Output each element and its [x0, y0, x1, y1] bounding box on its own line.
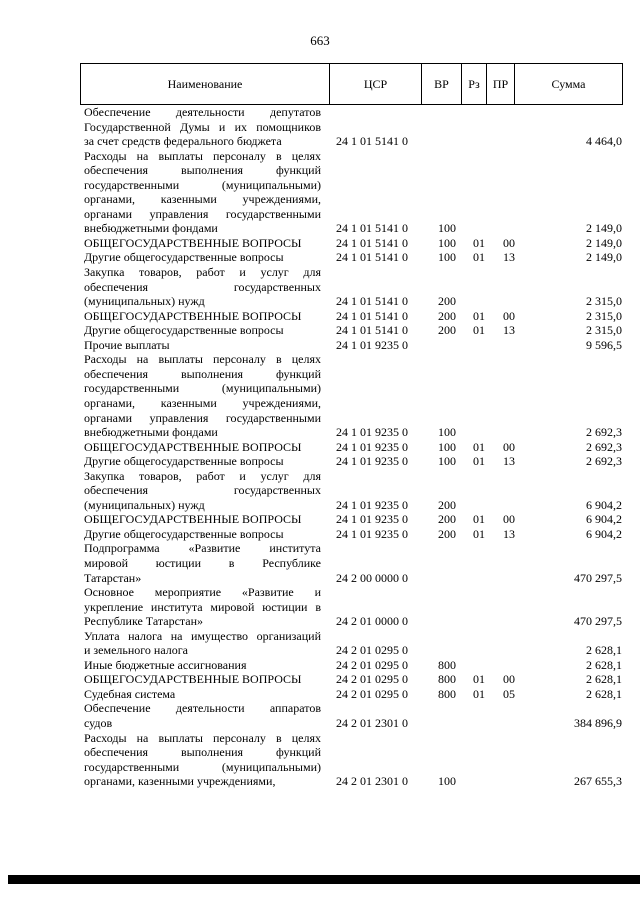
row-sum: 2 692,3: [586, 425, 622, 440]
row-csr: 24 1 01 9235 0: [336, 454, 408, 469]
row-csr: 24 2 01 2301 0: [336, 716, 408, 730]
row-sum: 2 315,0: [586, 294, 622, 309]
row-name-line: внебюджетными фондами: [84, 425, 218, 440]
row-name-line: (муниципальных) нужд: [84, 294, 205, 309]
row-name-line: Судебная система: [84, 686, 176, 701]
row-name-line: ОБЩЕГОСУДАРСТВЕННЫЕ ВОПРОСЫ: [84, 512, 302, 527]
row-name-line: Расходы на выплаты персоналу в целях: [84, 730, 321, 745]
row-pr: 00: [503, 439, 515, 454]
row-sum: 2 628,1: [586, 672, 622, 687]
table-row: [0, 236, 640, 251]
row-vr: 800: [438, 672, 456, 687]
row-csr: 24 1 01 5141 0: [336, 134, 408, 149]
table-row: [0, 309, 640, 324]
row-rz: 01: [473, 512, 485, 527]
row-pr: 00: [503, 672, 515, 687]
row-sum: 470 297,5: [574, 614, 622, 629]
row-vr: 100: [438, 235, 456, 250]
table-body: [0, 105, 640, 789]
row-csr: 24 1 01 5141 0: [336, 308, 408, 323]
row-name-line: государственными (муниципальными): [84, 759, 321, 774]
row-csr: 24 1 01 5141 0: [336, 250, 408, 265]
row-name-line: Закупка товаров, работ и услуг для: [84, 468, 321, 483]
row-rz: 01: [473, 235, 485, 250]
row-pr: 00: [503, 235, 515, 250]
row-name-line: обеспечения выполнения функций: [84, 163, 321, 178]
row-sum: 2 692,3: [586, 454, 622, 469]
table-row: [0, 629, 640, 658]
table-row: [0, 440, 640, 455]
row-sum: 6 904,2: [586, 526, 622, 541]
table-row: [0, 687, 640, 702]
row-name-line: обеспечения государственных: [84, 483, 321, 498]
row-sum: 2 692,3: [586, 439, 622, 454]
row-csr: 24 1 01 9235 0: [336, 512, 408, 527]
row-pr: 13: [503, 454, 515, 469]
row-csr: 24 2 01 0295 0: [336, 657, 408, 672]
row-vr: 800: [438, 657, 456, 672]
row-pr: 13: [503, 526, 515, 541]
row-name-line: Закупка товаров, работ и услуг для: [84, 265, 321, 280]
row-name-line: Расходы на выплаты персоналу в целях: [84, 148, 321, 163]
row-vr: 100: [438, 454, 456, 469]
row-name-line: органами, казенными учреждениями,: [84, 192, 321, 207]
row-sum: 9 596,5: [586, 337, 622, 352]
row-vr: 100: [438, 425, 456, 440]
row-name-line: органами управления государственными: [84, 206, 321, 221]
row-sum: 6 904,2: [586, 512, 622, 527]
header-rz: Рз: [461, 64, 486, 104]
row-name-line: ОБЩЕГОСУДАРСТВЕННЫЕ ВОПРОСЫ: [84, 672, 302, 687]
row-name-line: Иные бюджетные ассигнования: [84, 657, 247, 672]
row-name-line: Другие общегосударственные вопросы: [84, 250, 284, 265]
row-vr: 100: [438, 774, 456, 789]
row-sum: 2 315,0: [586, 308, 622, 323]
row-name-line: государственными (муниципальными): [84, 177, 321, 192]
row-name-line: Основное мероприятие «Развитие и: [84, 585, 321, 600]
row-vr: 800: [438, 686, 456, 701]
row-name-line: ОБЩЕГОСУДАРСТВЕННЫЕ ВОПРОСЫ: [84, 235, 302, 250]
row-name-line: органами, казенными учреждениями,: [84, 774, 276, 789]
row-name-line: ОБЩЕГОСУДАРСТВЕННЫЕ ВОПРОСЫ: [84, 308, 302, 323]
row-name-line: за счет средств федерального бюджета: [84, 134, 282, 149]
row-vr: 200: [438, 497, 456, 512]
row-csr: 24 1 01 5141 0: [336, 221, 408, 236]
row-pr: 05: [503, 686, 515, 701]
table-header: [80, 63, 623, 105]
row-sum: 384 896,9: [574, 716, 622, 730]
scan-border: [8, 875, 640, 884]
row-csr: 24 2 01 0000 0: [336, 614, 408, 629]
row-sum: 267 655,3: [574, 774, 622, 789]
row-name-line: органами управления государственными: [84, 410, 321, 425]
row-name-line: Татарстан»: [84, 570, 142, 585]
table-row: [0, 469, 640, 513]
row-name-line: обеспечения выполнения функций: [84, 745, 321, 760]
row-sum: 2 149,0: [586, 250, 622, 265]
table-row: [0, 338, 640, 353]
row-name-line: и земельного налога: [84, 643, 189, 658]
row-name-line: обеспечения государственных: [84, 279, 321, 294]
table-row: [0, 527, 640, 542]
table-row: [0, 323, 640, 338]
table-row: [0, 149, 640, 236]
row-name-line: Обеспечение деятельности депутатов: [84, 105, 321, 119]
row-sum: 2 628,1: [586, 657, 622, 672]
row-pr: 00: [503, 512, 515, 527]
table-row: [0, 731, 640, 789]
row-csr: 24 1 01 9235 0: [336, 439, 408, 454]
row-rz: 01: [473, 308, 485, 323]
row-csr: 24 1 01 5141 0: [336, 294, 408, 309]
table-row: [0, 658, 640, 673]
row-pr: 13: [503, 250, 515, 265]
table-row: [0, 701, 640, 730]
row-sum: 2 149,0: [586, 221, 622, 236]
row-name-line: мировой юстиции в Республике: [84, 555, 321, 570]
row-name-line: Прочие выплаты: [84, 337, 170, 352]
row-csr: 24 2 01 0295 0: [336, 643, 408, 658]
table-row: [0, 250, 640, 265]
row-name-line: Государственной Думы и их помощников: [84, 119, 321, 134]
row-name-line: обеспечения выполнения функций: [84, 366, 321, 381]
row-vr: 200: [438, 512, 456, 527]
header-name: Наименование: [167, 76, 243, 91]
row-csr: 24 2 01 2301 0: [336, 774, 408, 789]
row-sum: 2 628,1: [586, 643, 622, 658]
table-row: [0, 454, 640, 469]
row-name-line: укрепление института мировой юстиции в: [84, 599, 321, 614]
row-sum: 470 297,5: [574, 570, 622, 585]
table-row: [0, 265, 640, 309]
table-row: [0, 672, 640, 687]
page-number: 663: [310, 33, 330, 48]
row-name-line: государственными (муниципальными): [84, 381, 321, 396]
row-pr: 13: [503, 323, 515, 338]
row-rz: 01: [473, 323, 485, 338]
table-row: [0, 585, 640, 629]
row-rz: 01: [473, 672, 485, 687]
row-sum: 6 904,2: [586, 497, 622, 512]
table-row: [0, 512, 640, 527]
header-sum: Сумма: [514, 64, 622, 104]
row-name-line: внебюджетными фондами: [84, 221, 218, 236]
row-sum: 4 464,0: [586, 134, 622, 149]
row-sum: 2 315,0: [586, 323, 622, 338]
table-row: [0, 541, 640, 585]
row-name-line: Другие общегосударственные вопросы: [84, 526, 284, 541]
row-name-line: Другие общегосударственные вопросы: [84, 454, 284, 469]
row-name-line: Другие общегосударственные вопросы: [84, 323, 284, 338]
row-rz: 01: [473, 526, 485, 541]
row-name-line: органами, казенными учреждениями,: [84, 395, 321, 410]
row-name-line: судов: [84, 716, 113, 730]
row-csr: 24 1 01 9235 0: [336, 425, 408, 440]
row-rz: 01: [473, 250, 485, 265]
row-rz: 01: [473, 686, 485, 701]
row-vr: 200: [438, 323, 456, 338]
row-csr: 24 1 01 9235 0: [336, 497, 408, 512]
row-sum: 2 628,1: [586, 686, 622, 701]
row-vr: 100: [438, 221, 456, 236]
header-vr: ВР: [421, 64, 461, 104]
row-name-line: Республике Татарстан»: [84, 614, 204, 629]
row-vr: 100: [438, 439, 456, 454]
row-name-line: Подпрограмма «Развитие института: [84, 541, 321, 556]
row-vr: 200: [438, 308, 456, 323]
row-csr: 24 1 01 9235 0: [336, 526, 408, 541]
row-rz: 01: [473, 454, 485, 469]
row-vr: 200: [438, 526, 456, 541]
row-rz: 01: [473, 439, 485, 454]
row-csr: 24 2 01 0295 0: [336, 672, 408, 687]
row-vr: 200: [438, 294, 456, 309]
row-csr: 24 1 01 5141 0: [336, 323, 408, 338]
row-name-line: (муниципальных) нужд: [84, 497, 205, 512]
header-pr: ПР: [486, 64, 514, 104]
row-csr: 24 1 01 5141 0: [336, 235, 408, 250]
row-csr: 24 1 01 9235 0: [336, 337, 408, 352]
table-row: [0, 352, 640, 439]
row-name-line: Уплата налога на имущество организаций: [84, 628, 321, 643]
row-sum: 2 149,0: [586, 235, 622, 250]
row-pr: 00: [503, 308, 515, 323]
row-vr: 100: [438, 250, 456, 265]
header-csr: ЦСР: [329, 64, 421, 104]
row-csr: 24 2 01 0295 0: [336, 686, 408, 701]
row-name-line: Расходы на выплаты персоналу в целях: [84, 352, 321, 367]
row-name-line: ОБЩЕГОСУДАРСТВЕННЫЕ ВОПРОСЫ: [84, 439, 302, 454]
row-name-line: Обеспечение деятельности аппаратов: [84, 701, 321, 716]
table-row: [0, 105, 640, 149]
row-csr: 24 2 00 0000 0: [336, 570, 408, 585]
